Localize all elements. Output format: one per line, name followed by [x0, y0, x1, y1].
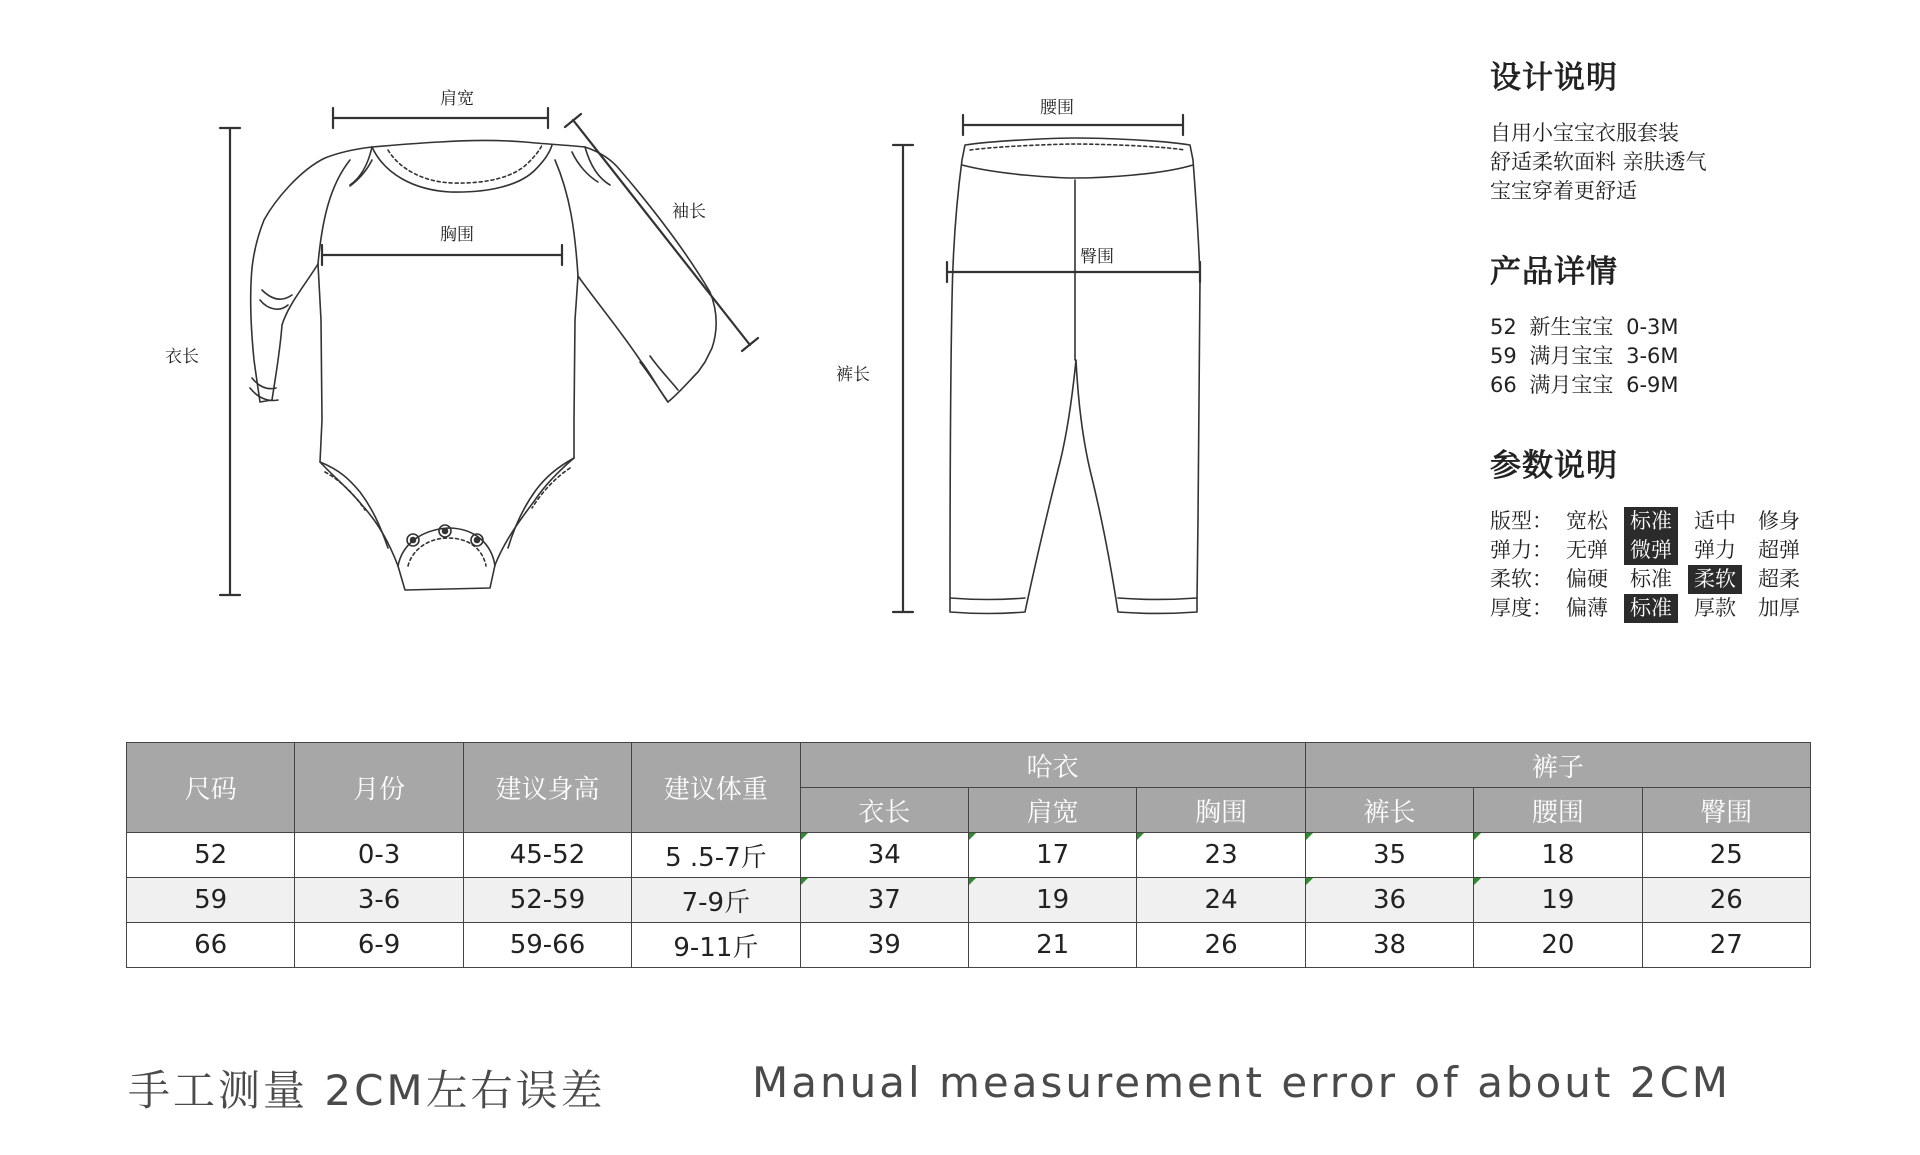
detail-row — [1490, 342, 1890, 371]
param-option: 适中 — [1694, 509, 1736, 533]
group-header-bodysuit: 哈衣 — [800, 743, 1305, 788]
table-cell: 9-11斤 — [632, 923, 800, 968]
param-option: 超弹 — [1758, 538, 1800, 562]
subheader: 腰围 — [1474, 788, 1642, 833]
param-option-selected: 微弹 — [1624, 536, 1678, 565]
table-cell: 39 — [800, 923, 968, 968]
footer-note-en: Manual measurement error of about 2CM — [752, 1058, 1732, 1107]
detail-size: 59 — [1490, 344, 1517, 368]
param-option: 加厚 — [1758, 596, 1800, 620]
table-cell: 26 — [1642, 878, 1810, 923]
table-cell: 37 — [800, 878, 968, 923]
table-cell: 52-59 — [463, 878, 631, 923]
subheader: 臀围 — [1642, 788, 1810, 833]
param-row — [1490, 565, 1890, 594]
table-cell: 20 — [1474, 923, 1642, 968]
table-cell: 26 — [1137, 923, 1305, 968]
pants-length-label: 裤长 — [836, 365, 870, 385]
table-cell: 19 — [1474, 878, 1642, 923]
detail-row — [1490, 371, 1890, 400]
detail-size: 66 — [1490, 373, 1517, 397]
param-label: 弹力： — [1490, 538, 1553, 562]
table-cell: 0-3 — [295, 833, 463, 878]
design-title: 设计说明 — [1490, 60, 1618, 96]
chest-label: 胸围 — [440, 225, 474, 245]
param-option: 厚款 — [1694, 596, 1736, 620]
detail-age: 3-6M — [1626, 344, 1679, 368]
table-cell: 35 — [1305, 833, 1473, 878]
param-option: 超柔 — [1758, 567, 1800, 591]
table-cell: 19 — [968, 878, 1136, 923]
waist-label: 腰围 — [1040, 98, 1074, 118]
subheader: 胸围 — [1137, 788, 1305, 833]
size-table — [126, 742, 1811, 968]
table-cell: 52 — [127, 833, 295, 878]
body-length-label: 衣长 — [165, 347, 199, 367]
param-option-selected: 柔软 — [1688, 565, 1742, 594]
table-cell: 24 — [1137, 878, 1305, 923]
table-row — [127, 833, 1811, 878]
param-option-selected: 标准 — [1624, 507, 1678, 536]
col-header-month: 月份 — [295, 743, 463, 833]
table-cell: 59 — [127, 878, 295, 923]
table-cell: 23 — [1137, 833, 1305, 878]
table-cell: 38 — [1305, 923, 1473, 968]
table-row — [127, 923, 1811, 968]
params-title: 参数说明 — [1490, 448, 1618, 484]
table-cell: 27 — [1642, 923, 1810, 968]
design-section — [1490, 52, 1890, 206]
table-cell: 66 — [127, 923, 295, 968]
col-header-weight: 建议体重 — [632, 743, 800, 833]
subheader: 衣长 — [800, 788, 968, 833]
detail-age: 6-9M — [1626, 373, 1679, 397]
detail-row — [1490, 313, 1890, 342]
table-cell: 5 .5-7斤 — [632, 833, 800, 878]
info-panel — [1490, 52, 1890, 663]
table-cell: 34 — [800, 833, 968, 878]
detail-size: 52 — [1490, 315, 1517, 339]
param-option: 偏硬 — [1566, 567, 1608, 591]
table-cell: 17 — [968, 833, 1136, 878]
bodysuit-drawing — [250, 141, 716, 591]
pants-dimension-lines — [893, 115, 1200, 612]
param-option: 弹力 — [1694, 538, 1736, 562]
param-row — [1490, 594, 1890, 623]
detail-stage: 满月宝宝 — [1529, 373, 1614, 397]
hip-label: 臀围 — [1080, 247, 1114, 267]
param-label: 版型： — [1490, 509, 1553, 533]
table-row — [127, 878, 1811, 923]
table-cell: 21 — [968, 923, 1136, 968]
table-cell: 25 — [1642, 833, 1810, 878]
design-line: 宝宝穿着更舒适 — [1490, 179, 1637, 203]
param-row — [1490, 536, 1890, 565]
param-option: 偏薄 — [1566, 596, 1608, 620]
detail-age: 0-3M — [1626, 315, 1679, 339]
param-option: 修身 — [1758, 509, 1800, 533]
sleeve-length-label: 袖长 — [672, 202, 706, 222]
table-cell: 7-9斤 — [632, 878, 800, 923]
footer-note-cn: 手工测量 2CM左右误差 — [128, 1066, 606, 1115]
subheader: 肩宽 — [968, 788, 1136, 833]
detail-stage: 新生宝宝 — [1529, 315, 1614, 339]
shoulder-width-label: 肩宽 — [440, 89, 474, 109]
details-section — [1490, 246, 1890, 400]
param-option: 标准 — [1630, 567, 1672, 591]
param-option: 宽松 — [1566, 509, 1608, 533]
table-cell: 3-6 — [295, 878, 463, 923]
params-section — [1490, 440, 1890, 623]
bodysuit-dimension-lines — [220, 108, 758, 595]
param-label: 厚度： — [1490, 596, 1553, 620]
col-header-height: 建议身高 — [463, 743, 631, 833]
group-header-pants: 裤子 — [1305, 743, 1810, 788]
param-row — [1490, 507, 1890, 536]
detail-stage: 满月宝宝 — [1529, 344, 1614, 368]
table-cell: 36 — [1305, 878, 1473, 923]
table-cell: 18 — [1474, 833, 1642, 878]
details-title: 产品详情 — [1490, 254, 1618, 290]
table-cell: 6-9 — [295, 923, 463, 968]
subheader: 裤长 — [1305, 788, 1473, 833]
param-label: 柔软： — [1490, 567, 1553, 591]
design-line: 自用小宝宝衣服套装 — [1490, 121, 1679, 145]
param-option: 无弹 — [1566, 538, 1608, 562]
table-cell: 59-66 — [463, 923, 631, 968]
table-cell: 45-52 — [463, 833, 631, 878]
param-option-selected: 标准 — [1624, 594, 1678, 623]
pants-drawing — [950, 138, 1200, 614]
design-line: 舒适柔软面料 亲肤透气 — [1490, 150, 1707, 174]
col-header-size: 尺码 — [127, 743, 295, 833]
